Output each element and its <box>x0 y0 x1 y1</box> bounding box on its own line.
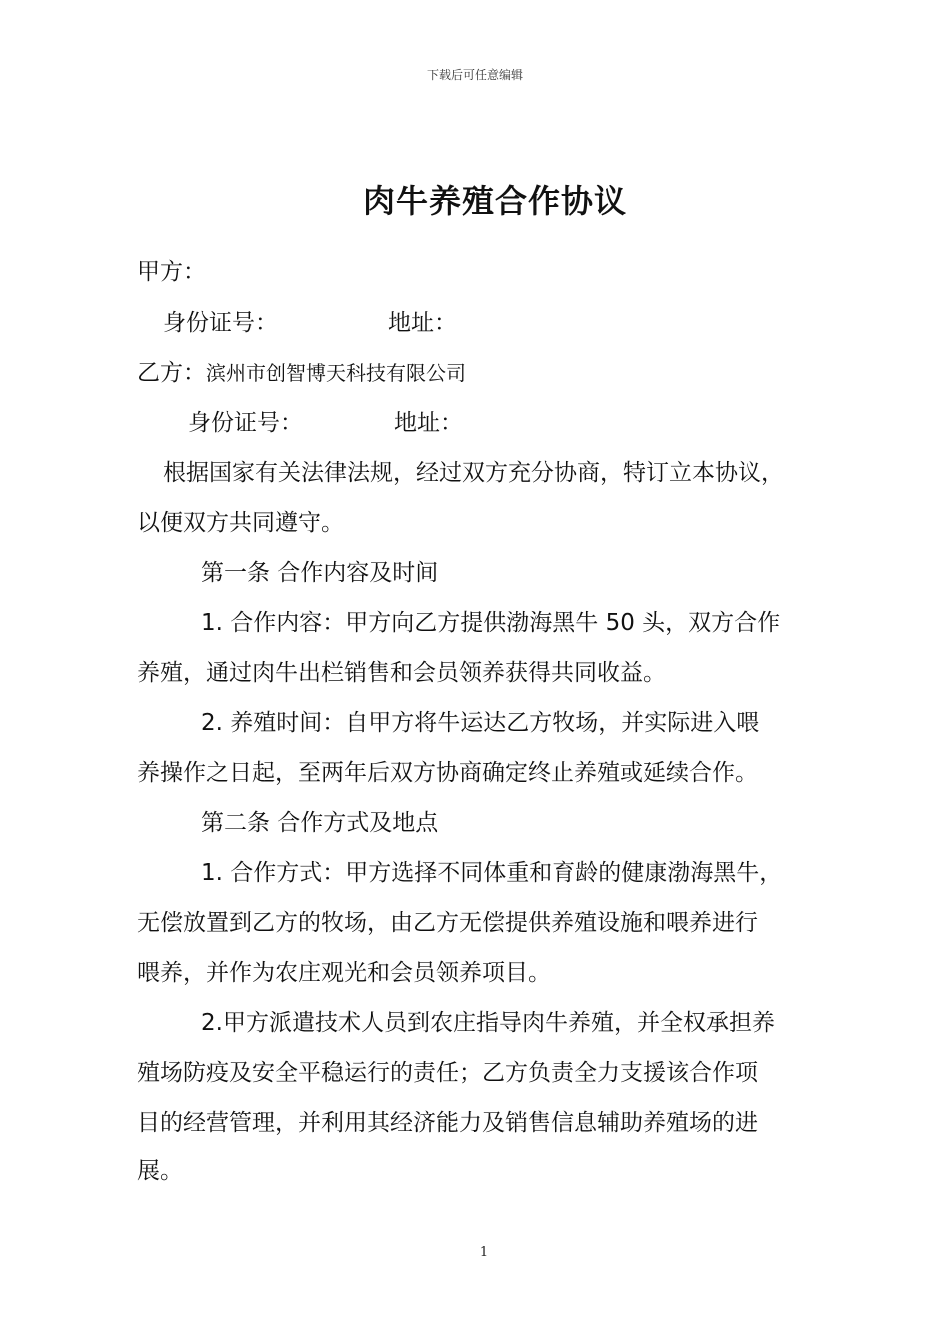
party-b-id-label: 身份证号： <box>188 410 303 436</box>
article-2-item-1-line-1: 1. 合作方式：甲方选择不同体重和育龄的健康渤海黑牛， <box>201 860 783 886</box>
page-number: 1 <box>479 1245 489 1260</box>
party-b-details <box>188 407 463 439</box>
party-a-line <box>137 256 206 288</box>
article-2-item-1-line-2: 无偿放置到乙方的牧场，由乙方无偿提供养殖设施和喂养进行 <box>137 910 758 936</box>
party-a-details <box>163 307 457 339</box>
article-1-item-1-line-2: 养殖，通过肉牛出栏销售和会员领养获得共同收益。 <box>137 660 666 686</box>
article-2-item-2-line-4: 展。 <box>137 1158 183 1184</box>
party-b-address-label: 地址： <box>394 410 463 436</box>
article-2-item-1-line-3: 喂养，并作为农庄观光和会员领养项目。 <box>137 960 551 986</box>
article-1-item-2-line-1: 2. 养殖时间：自甲方将牛运达乙方牧场，并实际进入喂 <box>201 710 760 736</box>
party-a-address-label: 地址： <box>388 310 457 336</box>
party-b-name: 滨州市创智博天科技有限公司 <box>206 361 466 385</box>
preamble-line-1: 根据国家有关法律法规，经过双方充分协商，特订立本协议， <box>163 460 784 486</box>
party-a-label: 甲方： <box>137 259 206 285</box>
header-note: 下载后可任意编辑 <box>426 68 523 82</box>
article-2-heading: 第二条 合作方式及地点 <box>201 810 439 836</box>
article-2-item-2-line-2: 殖场防疫及安全平稳运行的责任；乙方负责全力支援该合作项 <box>137 1060 758 1086</box>
preamble-line-2: 以便双方共同遵守。 <box>137 510 344 536</box>
article-1-item-1-line-1: 1. 合作内容：甲方向乙方提供渤海黑牛 50 头，双方合作 <box>201 610 781 636</box>
article-2-item-2-line-3: 目的经营管理，并利用其经济能力及销售信息辅助养殖场的进 <box>137 1110 758 1136</box>
article-1-heading: 第一条 合作内容及时间 <box>201 560 439 586</box>
party-b-label: 乙方： <box>137 360 206 386</box>
article-1-item-2-line-2: 养操作之日起，至两年后双方协商确定终止养殖或延续合作。 <box>137 760 758 786</box>
party-a-id-label: 身份证号： <box>163 310 278 336</box>
article-2-item-2-line-1: 2.甲方派遣技术人员到农庄指导肉牛养殖，并全权承担养 <box>201 1010 775 1036</box>
document-title: 肉牛养殖合作协议 <box>362 182 627 220</box>
party-b-line <box>137 357 466 389</box>
